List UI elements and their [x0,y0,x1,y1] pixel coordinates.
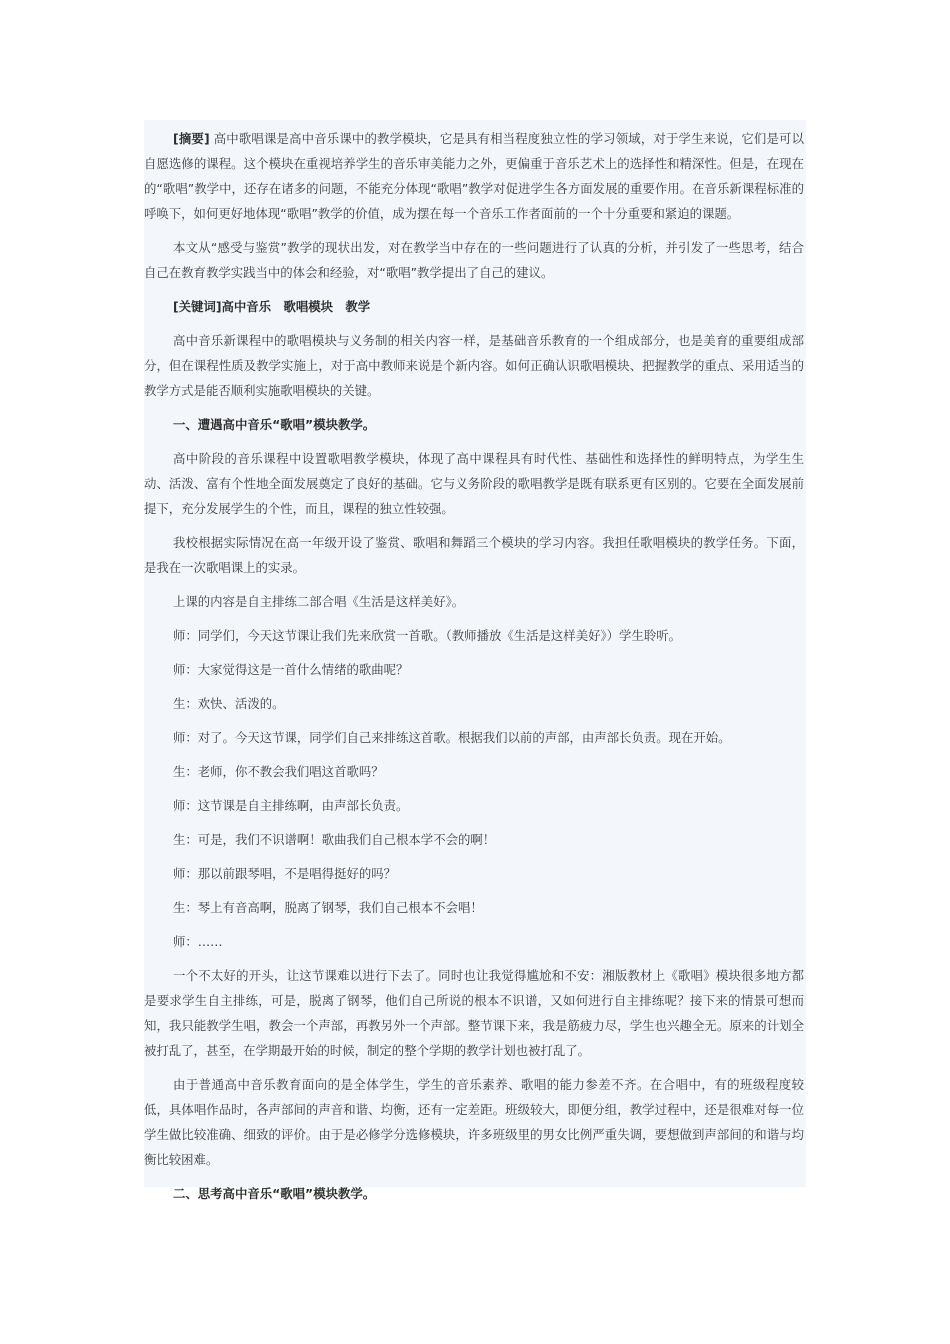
dialogue-line: 生：可是，我们不识谱啊！歌曲我们自己根本学不会的啊！ [173,832,496,847]
body-paragraph-3: 我校根据实际情况在高一年级开设了鉴赏、歌唱和舞蹈三个模块的学习内容。我担任歌唱模块的教学任务。下面，是我在一次歌唱课上的实录。 [144,535,804,575]
dialogue-line: 生：欢快、活泼的。 [173,696,285,711]
dialogue-line: 师：对了。今天这节课，同学们自己来排练这首歌。根据我们以前的声部，由声部长负责。现在开始。 [173,730,731,745]
abstract-tag: [摘要] [173,131,210,146]
section-heading-1: 一、遭遇高中音乐“歌唱”模块教学。 [173,417,376,432]
dialogue-line: 师：那以前跟琴唱，不是唱得挺好的吗？ [173,866,397,881]
keywords-line: [关键词]高中音乐 歌唱模块 教学 [173,299,371,314]
body-paragraph-2: 高中阶段的音乐课程中设置歌唱教学模块，体现了高中课程具有时代性、基础性和选择性的鲜明特点，为学生生动、活泼、富有个性地全面发展奠定了良好的基础。它与义务阶段的歌唱教学是既有联系更有区别的。它要在全面发展前提下，充分发展学生的个性，而且，课程的独立性较强。 [144,451,804,516]
section-heading-2: 二、思考高中音乐“歌唱”模块教学。 [173,1186,376,1201]
abstract-paragraph [144,126,806,226]
article-body [144,120,806,1201]
dialogue-line: 师：这节课是自主排练啊，由声部长负责。 [173,798,409,813]
body-paragraph-1: 高中音乐新课程中的歌唱模块与义务制的相关内容一样，是基础音乐教育的一个组成部分，也是美育的重要组成部分，但在课程性质及教学实施上，对于高中教师来说是个新内容。如何正确认识歌唱模块、把握教学的重点、采用适当的教学方式是能否顺利实施歌唱模块的关键。 [144,333,804,398]
dialogue-line: 师：…… [173,934,223,949]
body-paragraph-4: 上课的内容是自主排练二部合唱《生活是这样美好》。 [173,594,465,609]
dialogue-line: 生：老师，你不教会我们唱这首歌吗？ [173,764,384,779]
dialogue-line: 生：琴上有音高啊，脱离了钢琴，我们自己根本不会唱！ [173,900,483,915]
intro-paragraph: 本文从“感受与鉴赏”教学的现状出发，对在教学当中存在的一些问题进行了认真的分析，并引发了一些思考，结合自己在教育教学实践当中的体会和经验，对“歌唱”教学提出了自己的建议。 [144,240,804,280]
body-paragraph-6: 由于普通高中音乐教育面向的是全体学生，学生的音乐素养、歌唱的能力参差不齐。在合唱中，有的班级程度较低，具体唱作品时，各声部间的声音和谐、均衡，还有一定差距。班级较大，即便分组，教学过程中，还是很难对每一位学生做比较准确、细致的评价。由于是必修学分选修模块，许多班级里的男女比例严重失调，要想做到声部间的和谐与均衡比较困难。 [144,1077,804,1167]
body-paragraph-5: 一个不太好的开头，让这节课难以进行下去了。同时也让我觉得尴尬和不安：湘版教材上《歌唱》模块很多地方都是要求学生自主排练，可是，脱离了钢琴，他们自己所说的根本不识谱，又如何进行自主排练呢？接下来的情景可想而知，我只能教学生唱，教会一个声部，再教另外一个声部。整节课下来，我是筋疲力尽，学生也兴趣全无。原来的计划全被打乱了，甚至，在学期最开始的时候，制定的整个学期的教学计划也被打乱了。 [144,968,804,1058]
dialogue-line: 师：大家觉得这是一首什么情绪的歌曲呢？ [173,662,409,677]
abstract-text: 高中歌唱课是高中音乐课中的教学模块，它是具有相当程度独立性的学习领域，对于学生来说，它们是可以自愿选修的课程。这个模块在重视培养学生的音乐审美能力之外，更偏重于音乐艺术上的选择性和精深性。但是，在现在的“歌唱”教学中，还存在诸多的问题，不能充分体现“歌唱”教学对促进学生各方面发展的重要作用。在音乐新课程标准的呼唤下，如何更好地体现“歌唱”教学的价值，成为摆在每一个音乐工作者面前的一个十分重要和紧迫的课题。 [144,131,805,221]
dialogue-line: 师：同学们，今天这节课让我们先来欣赏一首歌。（教师播放《生活是这样美好》）学生聆听。 [173,628,682,643]
